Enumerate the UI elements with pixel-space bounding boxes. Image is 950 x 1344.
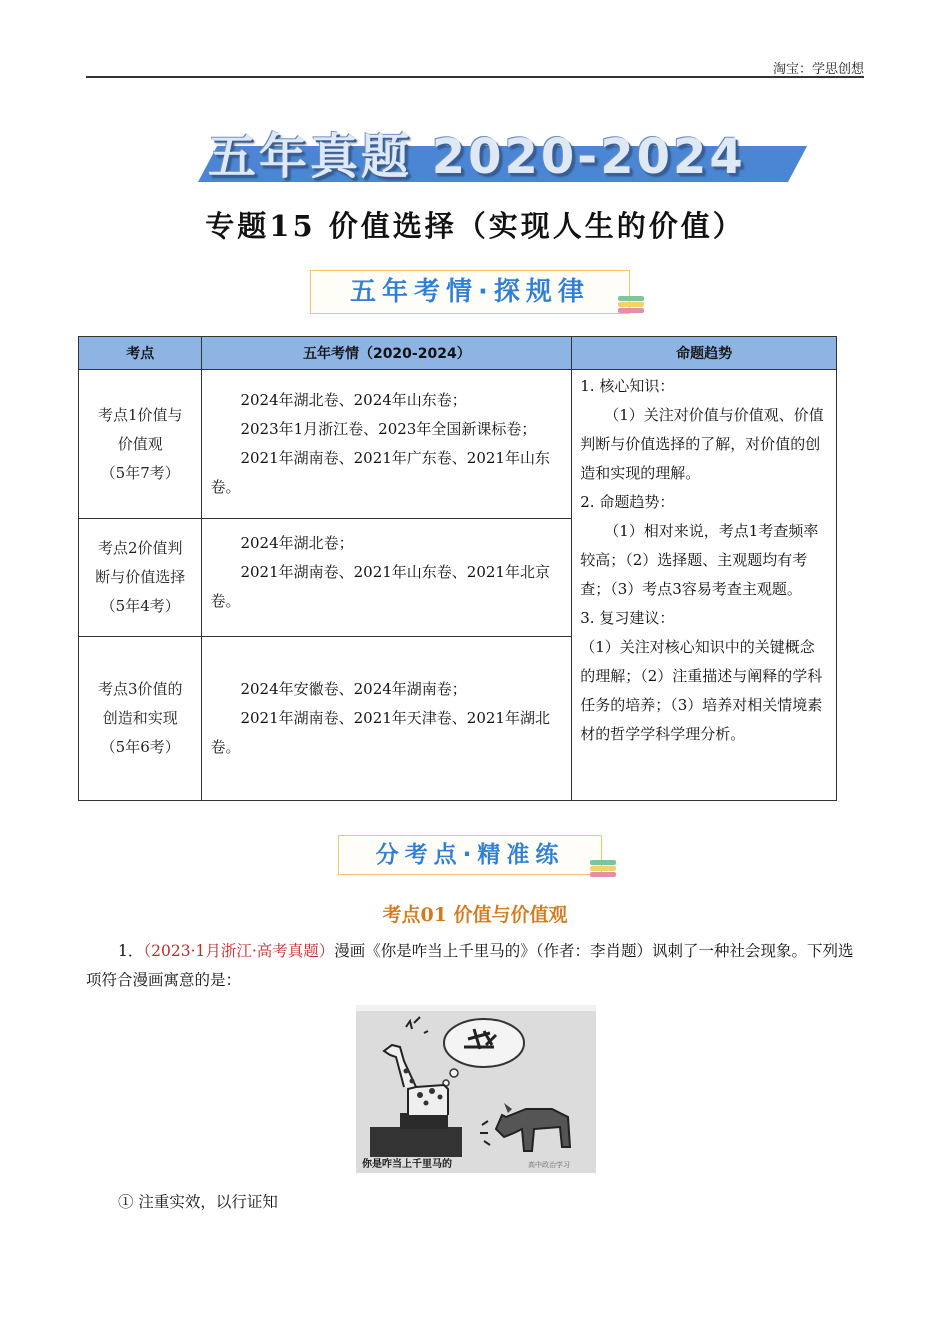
table-header: 命题趋势	[572, 337, 837, 370]
cell-line: 断与价值选择	[95, 568, 186, 586]
cell-line: 考点1价值与	[97, 405, 183, 424]
cell-line: （5年6考）	[100, 738, 180, 756]
banner-text: 五年真题 2020-2024	[208, 129, 746, 185]
exam-table	[78, 336, 837, 801]
cell-line: 考点3价值的	[97, 680, 183, 698]
cell-line: （5年7考）	[100, 463, 180, 482]
books-icon	[590, 860, 618, 880]
table-header: 五年考情（2020-2024）	[202, 337, 572, 370]
kaodian-cell	[79, 637, 202, 801]
kaodian-title: 考点01 价值与价值观	[382, 904, 568, 926]
header-rule	[86, 76, 864, 78]
table-row	[79, 370, 837, 519]
cell-line: 考点2价值判	[97, 539, 183, 557]
section-label-text: 五年考情·探规律	[350, 277, 590, 307]
cell-line: 2021年湖南卷、2021年天津卷、2021年湖北卷。	[210, 709, 550, 756]
question-source: （2023·1月浙江·高考真题）	[143, 942, 335, 960]
cartoon-caption: 你是咋当上千里马的	[362, 1159, 452, 1170]
cartoon-watermark: 高中政治学习	[528, 1161, 570, 1169]
question-number: 1．	[118, 942, 144, 960]
option-1: ① 注重实效，以行证知	[118, 1193, 278, 1211]
trend-cell	[572, 370, 837, 801]
kaodian-cell	[79, 370, 202, 519]
trend-heading: 1. 核心知识：	[580, 377, 675, 395]
cell-line: 2021年湖南卷、2021年广东卷、2021年山东卷。	[210, 449, 550, 496]
trend-text: （1）关注对核心知识中的关键概念的理解；（2）注重描述与阐释的学科任务的培养；（3）培养对相关情境素材的哲学学科学理分析。	[580, 638, 823, 743]
kaodian-cell	[79, 519, 202, 637]
cell-line: 价值观	[117, 434, 163, 453]
cell-line: 2024年湖北卷、2024年山东卷；	[240, 391, 467, 409]
question-1	[86, 937, 866, 995]
cartoon-image	[356, 1005, 596, 1173]
exam-cell	[202, 519, 572, 637]
trend-text: （1）相对来说，考点1考查频率较高；（2）选择题、主观题均有考查；（3）考点3容易考查主观题。	[580, 522, 819, 598]
question-text: 漫画《你是咋当上千里马的》（作者：李肖题）讽刺了一种社会现象。下列选项符合漫画寓意的是：	[86, 942, 854, 989]
section-label-trends	[310, 270, 630, 314]
table-header-row	[79, 337, 837, 370]
cell-line: （5年4考）	[100, 597, 180, 615]
cell-line: 2024年湖北卷；	[240, 534, 354, 552]
exam-cell	[202, 637, 572, 801]
section-label-text: 分考点·精准练	[375, 842, 565, 868]
books-icon	[618, 296, 646, 316]
exam-cell	[202, 370, 572, 519]
cartoon-drawing	[356, 1005, 596, 1173]
cell-line: 2024年安徽卷、2024年湖南卷；	[240, 680, 467, 698]
trend-heading: 2. 命题趋势：	[580, 493, 675, 511]
table-header: 考点	[79, 337, 202, 370]
trend-text: （1）关注对价值与价值观、价值判断与价值选择的了解，对价值的创造和实现的理解。	[580, 406, 824, 482]
cell-line: 创造和实现	[102, 709, 178, 727]
trend-heading: 3. 复习建议：	[580, 609, 675, 627]
page-title: 专题15 价值选择（实现人生的价值）	[205, 209, 745, 243]
section-label-practice	[338, 835, 602, 875]
cell-line: 2023年1月浙江卷、2023年全国新课标卷；	[240, 420, 537, 438]
cell-line: 2021年湖南卷、2021年山东卷、2021年北京卷。	[210, 563, 550, 610]
header-shop-text: 淘宝：学思创想	[772, 62, 864, 77]
title-banner	[180, 118, 770, 184]
